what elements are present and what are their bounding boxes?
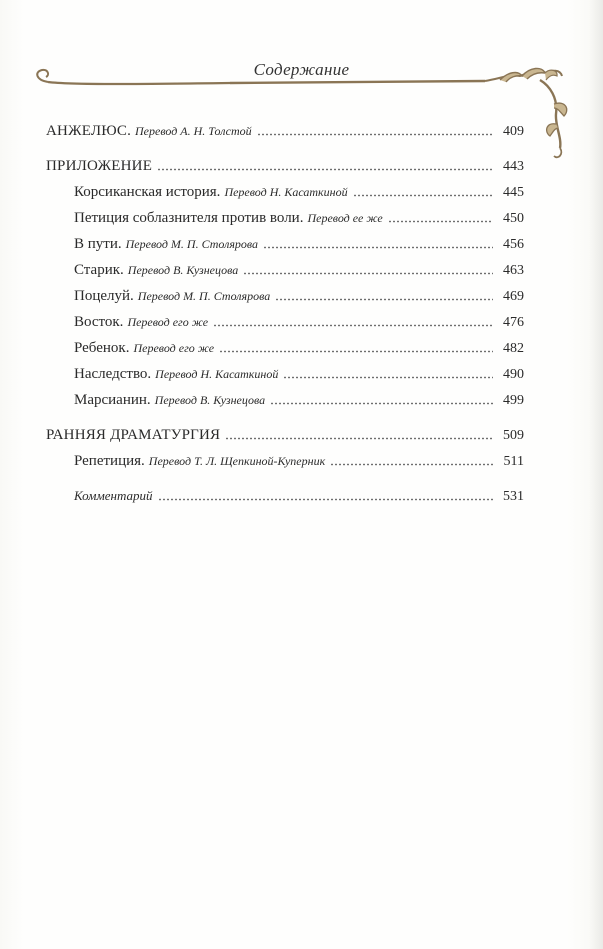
toc-entry-page-number: 531 [503,489,524,504]
dot-leader [283,375,493,380]
toc-entry-title: Комментарий [74,488,153,503]
toc-entry-title: Петиция соблазнителя против воли. [74,210,304,226]
dot-leader [257,132,493,137]
toc-entry-title: Корсиканская история. [74,184,221,200]
toc-entry[interactable] [74,451,524,472]
dot-leader [263,245,493,250]
toc-entry[interactable] [74,390,524,411]
toc-entry-title: Ребенок. [74,340,130,356]
page-edge-shadow [589,0,603,949]
toc-entry-page-number: 482 [503,341,524,356]
dot-leader [243,271,493,276]
toc-entry-title: АНЖЕЛЮС. [46,123,132,139]
toc-entry-page-number: 511 [503,454,524,469]
toc-entry-translator: Перевод В. Кузнецова [127,263,239,277]
toc-entry-title: Поцелуй. [74,288,134,304]
toc-entry-page-number: 499 [503,393,524,408]
toc-entry[interactable] [74,364,524,385]
dot-leader [275,297,493,302]
toc-entry-translator: Перевод Т. Л. Щепкиной-Куперник [148,454,326,468]
toc-entry-page-number: 456 [503,237,524,252]
toc-entry-translator: Перевод Н. Касаткиной [224,185,348,199]
toc-entry-translator: Перевод М. П. Столярова [125,237,259,251]
toc-entry[interactable] [46,156,524,177]
toc-entry-page-number: 463 [503,263,524,278]
toc-entry[interactable] [46,121,524,142]
toc-entry[interactable] [74,182,524,203]
toc-entry-translator: Перевод его же [133,341,215,355]
toc-entry-page-number: 450 [503,211,524,226]
toc-entry-page-number: 445 [503,185,524,200]
toc-entry-page-number: 509 [503,428,524,443]
toc-entry-title: ПРИЛОЖЕНИЕ [46,158,153,174]
dot-leader [219,349,493,354]
toc-entry-page-number: 490 [503,367,524,382]
toc-entry-title: В пути. [74,236,122,252]
toc-entry-page-number: 469 [503,289,524,304]
toc-entry[interactable] [74,312,524,333]
toc-entry-translator: Перевод Н. Касаткиной [155,367,279,381]
contents-heading: Содержание [253,60,350,79]
dot-leader [388,219,493,224]
toc-entry-page-number: 409 [503,124,524,139]
dot-leader [330,462,493,467]
dot-leader [213,323,493,328]
toc-entry-page-number: 476 [503,315,524,330]
toc-entry-translator: Перевод А. Н. Толстой [135,124,252,138]
toc-entry[interactable] [46,425,524,446]
toc-entry[interactable] [74,338,524,359]
dot-leader [270,401,493,406]
dot-leader [157,167,493,172]
toc-entry-page-number: 443 [503,159,524,174]
toc-entry[interactable] [74,286,524,307]
toc-entry-title: Старик. [74,262,124,278]
toc-entry-translator: Перевод В. Кузнецова [154,393,266,407]
toc-entry-title: Репетиция. [74,453,145,469]
toc-entry-title: Восток. [74,314,124,330]
dot-leader [225,436,493,441]
dot-leader [158,497,493,502]
toc-entry[interactable] [74,234,524,255]
toc-entry-translator: Перевод его же [127,315,209,329]
toc-entry[interactable] [74,260,524,281]
toc-entry[interactable] [74,486,524,507]
toc-entry-translator: Перевод М. П. Столярова [137,289,271,303]
toc-entry-translator: Перевод ее же [307,211,383,225]
toc-entry[interactable] [74,208,524,229]
toc-entry-title: РАННЯЯ ДРАМАТУРГИЯ [46,427,221,443]
dot-leader [353,193,493,198]
toc-entry-title: Наследство. [74,366,152,382]
toc-entry-title: Марсианин. [74,392,151,408]
ornamental-rule-icon [30,64,575,164]
